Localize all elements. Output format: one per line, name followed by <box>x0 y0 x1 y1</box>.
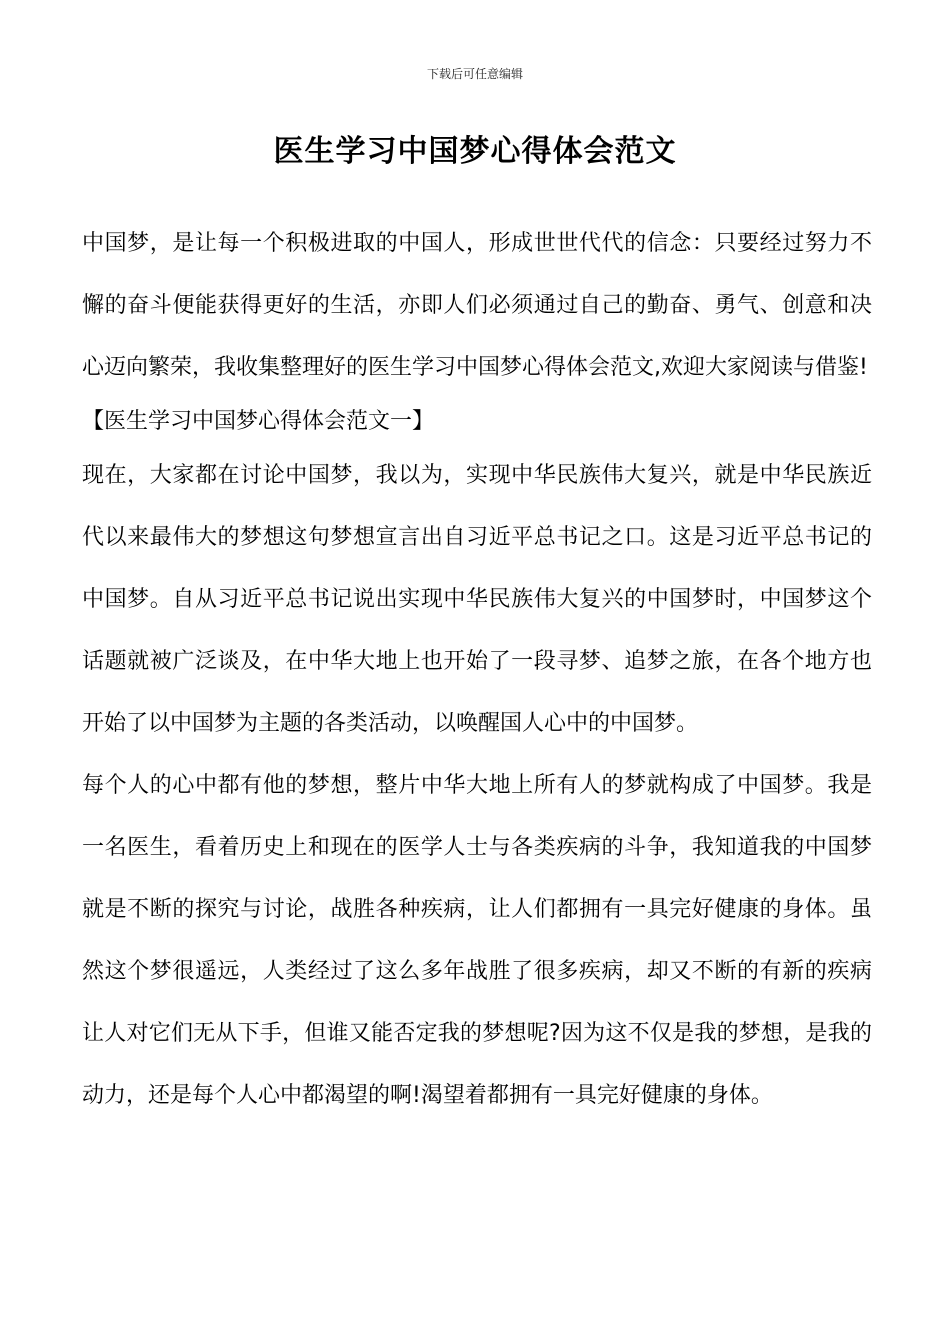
section-heading: 【医生学习中国梦心得体会范文一】 <box>82 409 435 434</box>
body-paragraph: 每个人的心中都有他的梦想，整片中华大地上所有人的梦就构成了中国梦。我是一名医生，看着历史上和现在的医学人士与各类疾病的斗争，我知道我的中国梦就是不断的探究与讨论，战胜各种疾病，让人们都拥有一具完好健康的身体。虽然这个梦很遥远，人类经过了这么多年战胜了很多疾病，却又不断的有新的疾病让人对它们无从下手，但谁又能否定我的梦想呢?因为这不仅是我的梦想，是我的动力，还是每个人心中都渴望的啊!渴望着都拥有一具完好健康的身体。 <box>82 773 872 1108</box>
document-body <box>82 213 872 1127</box>
body-paragraph: 现在，大家都在讨论中国梦，我以为，实现中华民族伟大复兴，就是中华民族近代以来最伟大的梦想这句梦想宣言出自习近平总书记之口。这是习近平总书记的中国梦。自从习近平总书记说出实现中华民族伟大复兴的中国梦时，中国梦这个话题就被广泛谈及，在中华大地上也开始了一段寻梦、追梦之旅，在各个地方也开始了以中国梦为主题的各类活动，以唤醒国人心中的中国梦。 <box>82 463 872 736</box>
header-note: 下载后可任意编辑 <box>426 67 523 81</box>
intro-paragraph: 中国梦，是让每一个积极进取的中国人，形成世世代代的信念：只要经过努力不懈的奋斗便能获得更好的生活，亦即人们必须通过自己的勤奋、勇气、创意和决心迈向繁荣，我收集整理好的医生学习中国梦心得体会范文,欢迎大家阅读与借鉴! <box>82 231 872 380</box>
document-title: 医生学习中国梦心得体会范文 <box>273 134 677 169</box>
